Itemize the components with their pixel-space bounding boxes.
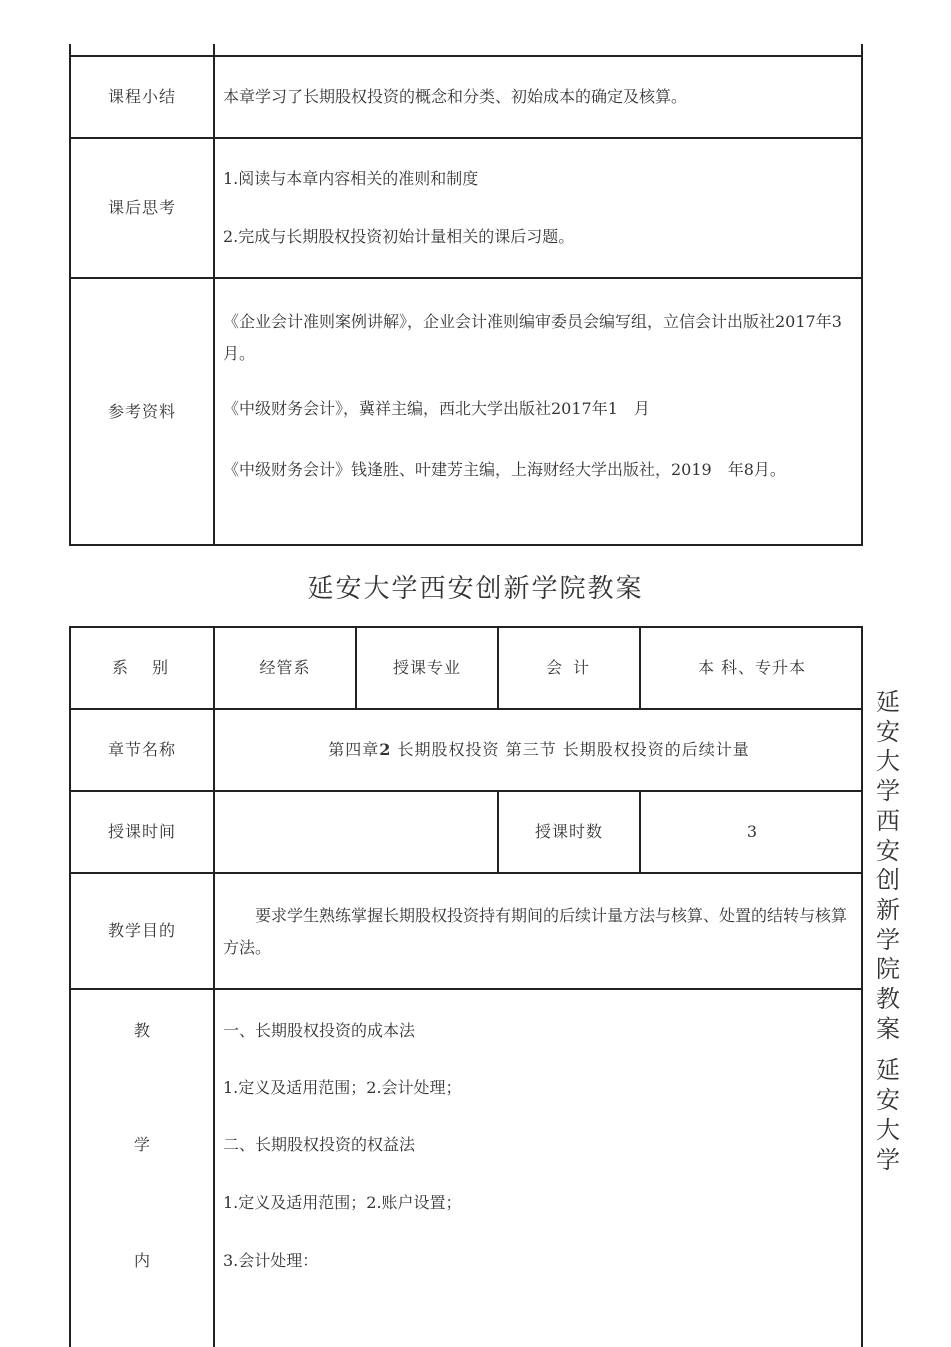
side-char: 学 — [876, 925, 900, 954]
major-label: 授课专业 — [392, 658, 461, 677]
row-border — [71, 988, 861, 990]
side-char: 学 — [876, 1145, 900, 1174]
side-char: 延 — [876, 688, 900, 716]
chapter-number: 2 — [379, 740, 392, 759]
reference-item: 《中级财务会计》钱逢胜、叶建芳主编，上海财经大学出版社，2019 年8月。 — [223, 460, 786, 479]
summary-text — [215, 57, 863, 137]
summary-text-content: 本章学习了长期股权投资的概念和分类、初始成本的确定及核算。 — [223, 87, 688, 106]
goal-text: 要求学生熟练掌握长期股权投资持有期间的后续计量方法与核算、处置的结转与核算方法。 — [223, 906, 848, 957]
side-char: 西 — [876, 806, 900, 835]
reference-item: 《中级财务会计》，冀祥主编，西北大学出版社2017年1 月 — [223, 399, 650, 418]
content-item: 1.定义及适用范围；2.账户设置； — [223, 1193, 462, 1212]
thinking-label: 课后思考 — [107, 198, 176, 217]
side-char — [871, 1044, 905, 1056]
chapter-rest: 长期股权投资 第三节 长期股权投资的后续计量 — [391, 740, 750, 759]
side-char: 安 — [876, 836, 900, 865]
side-char: 大 — [876, 1115, 900, 1144]
chapter-value — [215, 710, 863, 790]
side-char: 教 — [876, 985, 900, 1014]
chapter-prefix: 第四章 — [328, 740, 380, 759]
side-char: 安 — [876, 717, 900, 746]
content-item: 一、长期股权投资的成本法 — [223, 1021, 416, 1040]
top-table — [69, 44, 863, 546]
thinking-item: 1.阅读与本章内容相关的准则和制度 — [223, 169, 479, 188]
content-item: 3.会计处理： — [223, 1251, 319, 1270]
thinking-item: 2.完成与长期股权投资初始计量相关的课后习题。 — [223, 227, 575, 246]
hours-label: 授课时数 — [534, 822, 603, 841]
chapter-label: 章节名称 — [107, 740, 176, 759]
content-item: 二、长期股权投资的权益法 — [223, 1135, 416, 1154]
side-char: 创 — [876, 866, 900, 895]
major-value: 会 计 — [545, 658, 593, 677]
dept-label: 系 别 — [111, 658, 172, 677]
content-item: 1.定义及适用范围；2.会计处理； — [223, 1078, 462, 1097]
side-char: 案 — [876, 1014, 900, 1043]
level-value: 本 科、专升本 — [697, 658, 807, 677]
side-char: 安 — [876, 1086, 900, 1115]
content-label-char: 学 — [133, 1135, 150, 1154]
content-label-char: 教 — [133, 1021, 150, 1040]
time-value[interactable] — [215, 792, 497, 872]
side-char: 延 — [876, 1056, 900, 1085]
summary-label: 课程小结 — [107, 87, 176, 106]
side-char: 学 — [876, 777, 900, 806]
main-table — [69, 626, 863, 1347]
page-title: 延安大学西安创新学院教案 — [307, 574, 644, 604]
row-border — [71, 544, 861, 546]
time-label: 授课时间 — [107, 822, 176, 841]
content-label-char: 内 — [133, 1251, 150, 1270]
hours-value: 3 — [746, 822, 758, 841]
dept-value: 经管系 — [259, 658, 311, 677]
goal-label: 教学目的 — [107, 921, 176, 940]
side-char: 大 — [876, 747, 900, 776]
references-label: 参考资料 — [107, 401, 176, 421]
reference-item: 《企业会计准则案例讲解》，企业会计准则编审委员会编写组，立信会计出版社2017年3月。 — [223, 312, 842, 363]
side-vertical-text — [871, 688, 905, 1175]
side-char: 新 — [876, 895, 900, 924]
side-char: 院 — [876, 955, 900, 984]
